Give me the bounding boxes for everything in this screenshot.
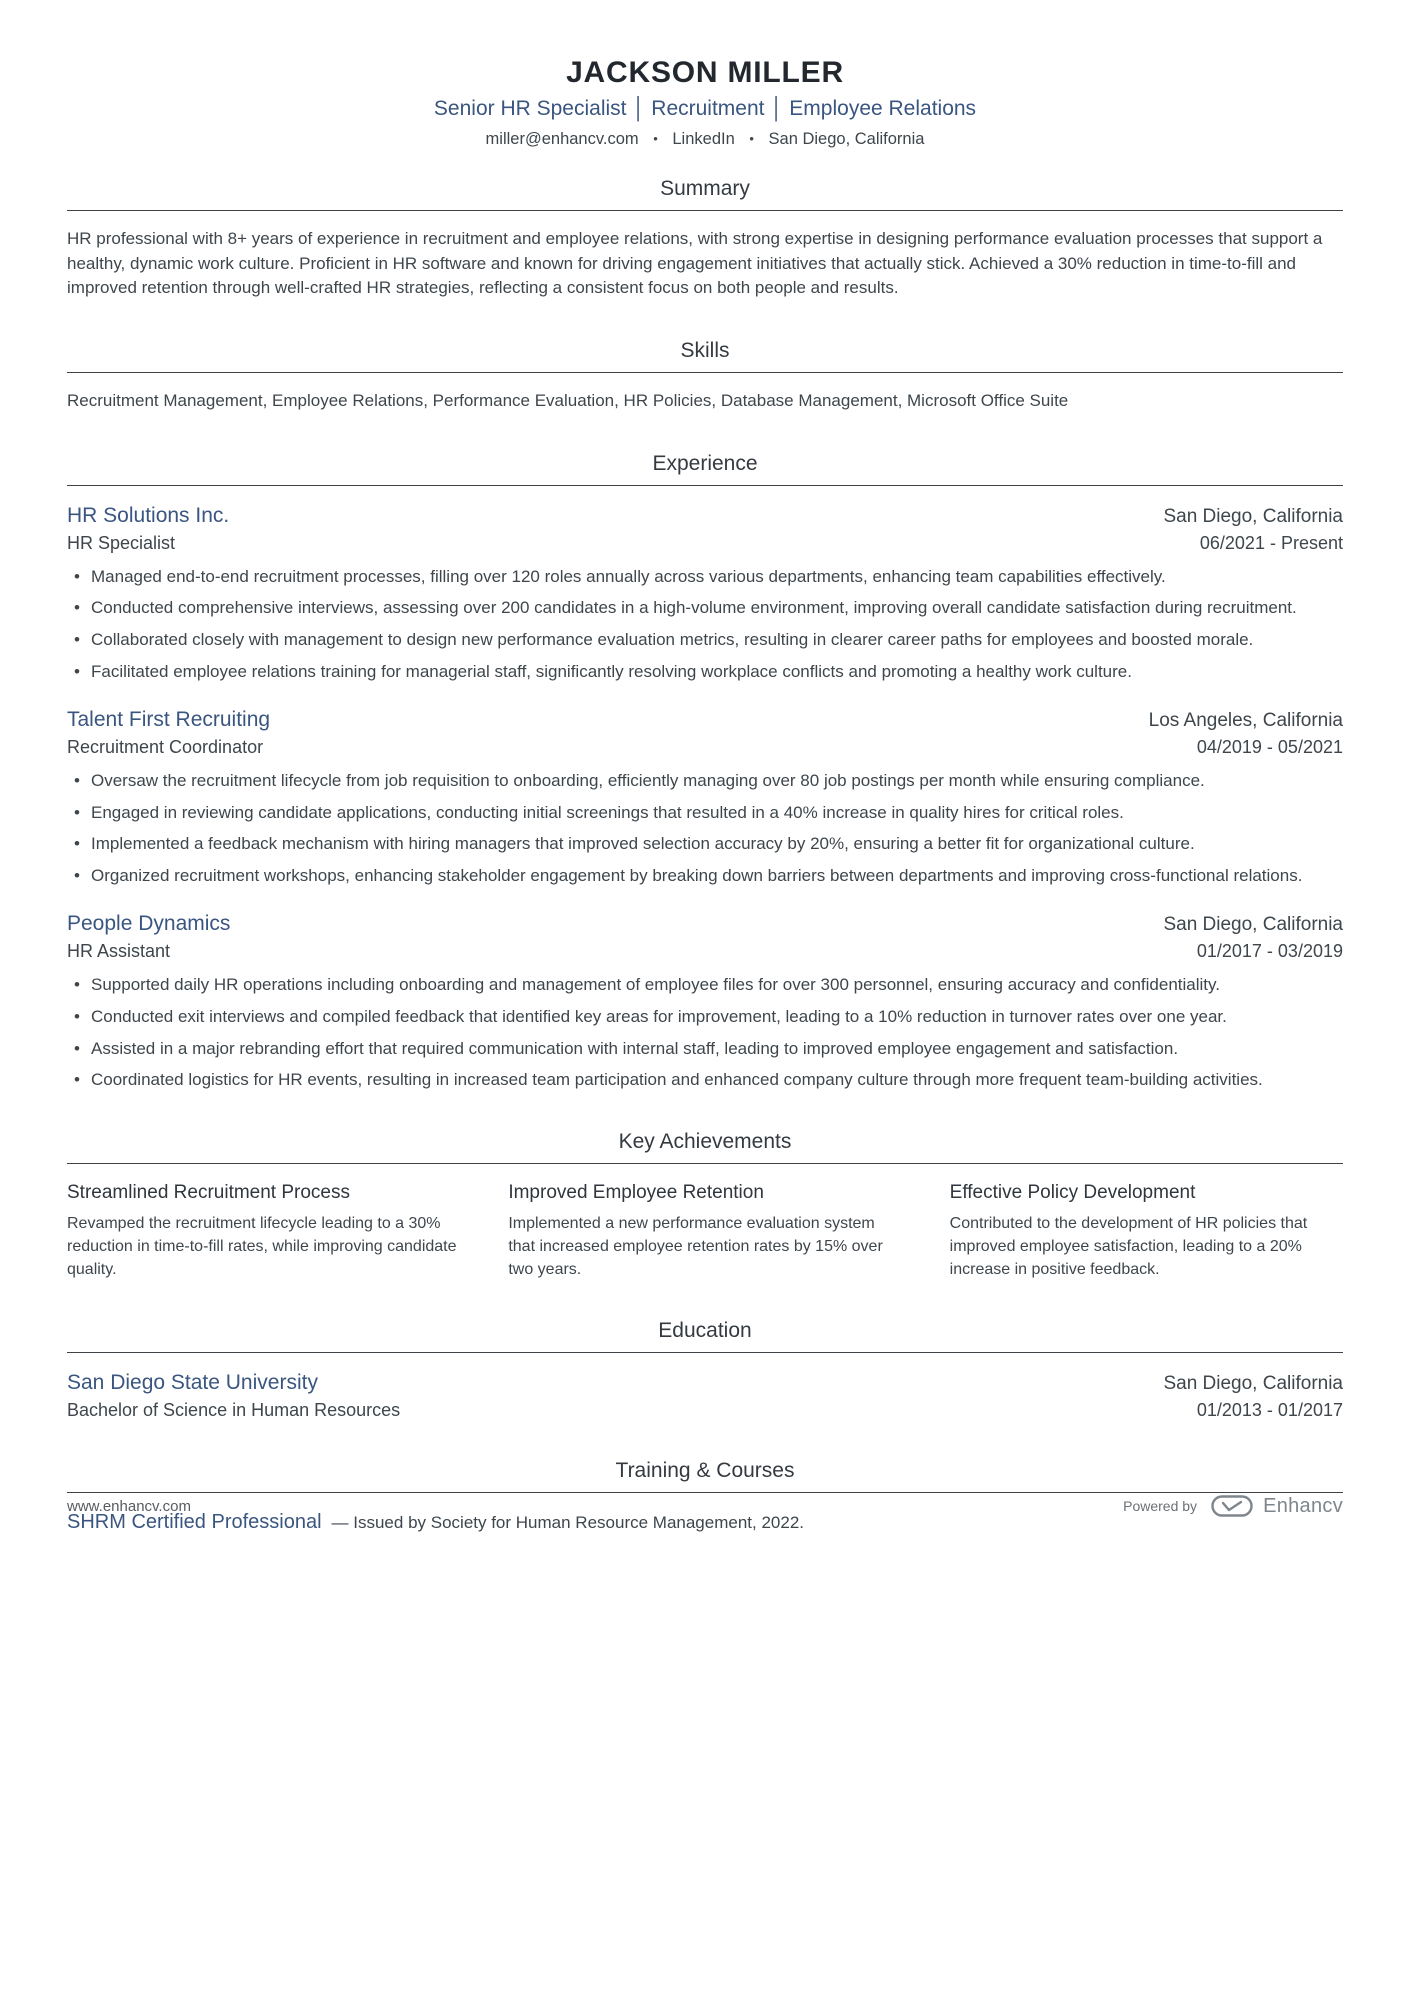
job-bullet: • Implemented a feedback mechanism with hiring managers that improved selection accuracy by 20%, ensuring a better fit for organizational culture. [67,832,1343,856]
training-heading: Training & Courses [615,1459,795,1483]
achievement-text: Revamped the recruitment lifecycle leading to a 30% reduction in time-to-fill rates, while improving candidate quality. [67,1215,457,1278]
job-location: San Diego, California [1163,913,1343,935]
contact-line [67,130,1343,149]
job-bullet: • Organized recruitment workshops, enhancing stakeholder engagement by breaking down barriers between departments and improving cross-functional relations. [67,864,1343,888]
section-rule [67,1352,1343,1353]
job-subheader-row [67,936,1343,962]
company-name: Talent First Recruiting [67,707,271,731]
education-heading: Education [658,1319,752,1343]
skills-text: Recruitment Management, Employee Relations, Performance Evaluation, HR Policies, Database Management, Microsoft Office Suite [67,390,1069,410]
degree: Bachelor of Science in Human Resources [67,1400,401,1421]
job-header-row [67,912,1343,936]
person-title: Senior HR Specialist │ Recruitment │ Employee Relations [433,97,977,120]
job-bullet-list [67,769,1343,888]
job-subheader-row [67,528,1343,554]
job-bullet: • Conducted comprehensive interviews, assessing over 200 candidates in a high-volume environment, improving overall candidate satisfaction during recruitment. [67,596,1343,620]
powered-by[interactable] [1123,1494,1343,1518]
person-name: JACKSON MILLER [566,56,844,89]
skills-heading: Skills [680,338,730,362]
page-footer [67,1494,1343,1518]
job-location: San Diego, California [1163,505,1343,527]
achievement-title: Improved Employee Retention [508,1182,764,1204]
job-bullet: • Assisted in a major rebranding effort that required communication with internal staff, leading to improved employee engagement and satisfaction. [67,1037,1343,1061]
section-experience [67,452,1343,1093]
section-rule [67,1163,1343,1164]
enhancv-logo-icon [1211,1494,1253,1518]
achievement-title: Effective Policy Development [949,1182,1196,1204]
job-bullet: • Managed end-to-end recruitment processes, filling over 120 roles annually across various departments, enhancing team capabilities effectively. [67,565,1343,589]
section-education [67,1319,1343,1421]
education-entry [67,1371,1343,1421]
job-bullet: • Oversaw the recruitment lifecycle from job requisition to onboarding, efficiently managing over 80 job postings per month while ensuring compliance. [67,769,1343,793]
job-entry [67,504,1343,684]
course-title: SHRM Certified Professional [67,1511,322,1534]
separator-dot: • [653,131,658,146]
section-summary [67,177,1343,301]
achievements-grid [67,1182,1343,1281]
contact-linkedin[interactable]: LinkedIn [672,130,735,148]
achievement-item [508,1182,901,1281]
experience-heading: Experience [652,451,758,475]
job-location: Los Angeles, California [1148,709,1343,731]
resume-header [67,56,1343,149]
separator-dot: • [749,131,754,146]
job-entry [67,708,1343,888]
achievement-item [950,1182,1343,1281]
achievement-item [67,1182,460,1281]
section-key-achievements [67,1130,1343,1281]
education-location: San Diego, California [1163,1373,1343,1395]
powered-by-label: Powered by [1123,1498,1198,1514]
job-bullet: • Engaged in reviewing candidate applications, conducting initial screenings that resulted in a 40% increase in quality hires for critical roles. [67,801,1343,825]
job-title: Recruitment Coordinator [67,736,264,757]
education-header-row [67,1371,1343,1395]
company-name: HR Solutions Inc. [67,503,230,527]
education-subheader-row [67,1395,1343,1421]
job-header-row [67,708,1343,732]
section-rule [67,372,1343,373]
school-name: San Diego State University [67,1371,318,1395]
job-subheader-row [67,732,1343,758]
company-name: People Dynamics [67,911,231,935]
job-bullet: • Coordinated logistics for HR events, resulting in increased team participation and enhanced company culture through more frequent team-building activities. [67,1068,1343,1092]
achievement-title: Streamlined Recruitment Process [67,1182,350,1204]
job-dates: 04/2019 - 05/2021 [1196,736,1343,757]
job-dates: 06/2021 - Present [1199,532,1343,553]
achievements-heading: Key Achievements [618,1130,792,1154]
job-bullet-list [67,973,1343,1092]
contact-location: San Diego, California [768,130,925,148]
job-bullet: • Facilitated employee relations training for managerial staff, significantly resolving workplace conflicts and promoting a healthy work culture. [67,660,1343,684]
job-dates: 01/2017 - 03/2019 [1196,940,1343,961]
job-bullet-list [67,565,1343,684]
achievement-text: Implemented a new performance evaluation system that increased employee retention rates by 15% over two years. [508,1215,883,1278]
footer-url[interactable]: www.enhancv.com [67,1497,191,1515]
section-skills [67,339,1343,414]
contact-email[interactable]: miller@enhancv.com [485,130,639,148]
job-entry [67,912,1343,1092]
job-bullet: • Collaborated closely with management to design new performance evaluation metrics, resulting in clearer career paths for employees and boosted morale. [67,628,1343,652]
job-bullet: • Conducted exit interviews and compiled feedback that identified key areas for improvement, leading to a 10% reduction in turnover rates over one year. [67,1005,1343,1029]
job-bullet: • Supported daily HR operations including onboarding and management of employee files for over 300 personnel, ensuring accuracy and confidentiality. [67,973,1343,997]
summary-heading: Summary [660,177,750,200]
achievement-text: Contributed to the development of HR policies that improved employee satisfaction, leading to a 20% increase in positive feedback. [949,1215,1308,1278]
job-title: HR Assistant [67,940,171,961]
summary-text: HR professional with 8+ years of experience in recruitment and employee relations, with strong expertise in designing performance evaluation processes that support a healthy, dynamic work culture. Proficient in HR software and known for driving engagement initiatives that actually stick. Achieved a 30% reduction in time-to-fill and improved retention through well-crafted HR strategies, reflecting a consistent focus on both people and results. [67,229,1323,298]
section-rule [67,210,1343,211]
job-title: HR Specialist [67,532,176,553]
enhancv-brand: Enhancv [1263,1494,1343,1517]
job-header-row [67,504,1343,528]
education-dates: 01/2013 - 01/2017 [1196,1400,1343,1421]
section-rule [67,485,1343,486]
course-detail: — Issued by Society for Human Resource Management, 2022. [331,1513,804,1533]
